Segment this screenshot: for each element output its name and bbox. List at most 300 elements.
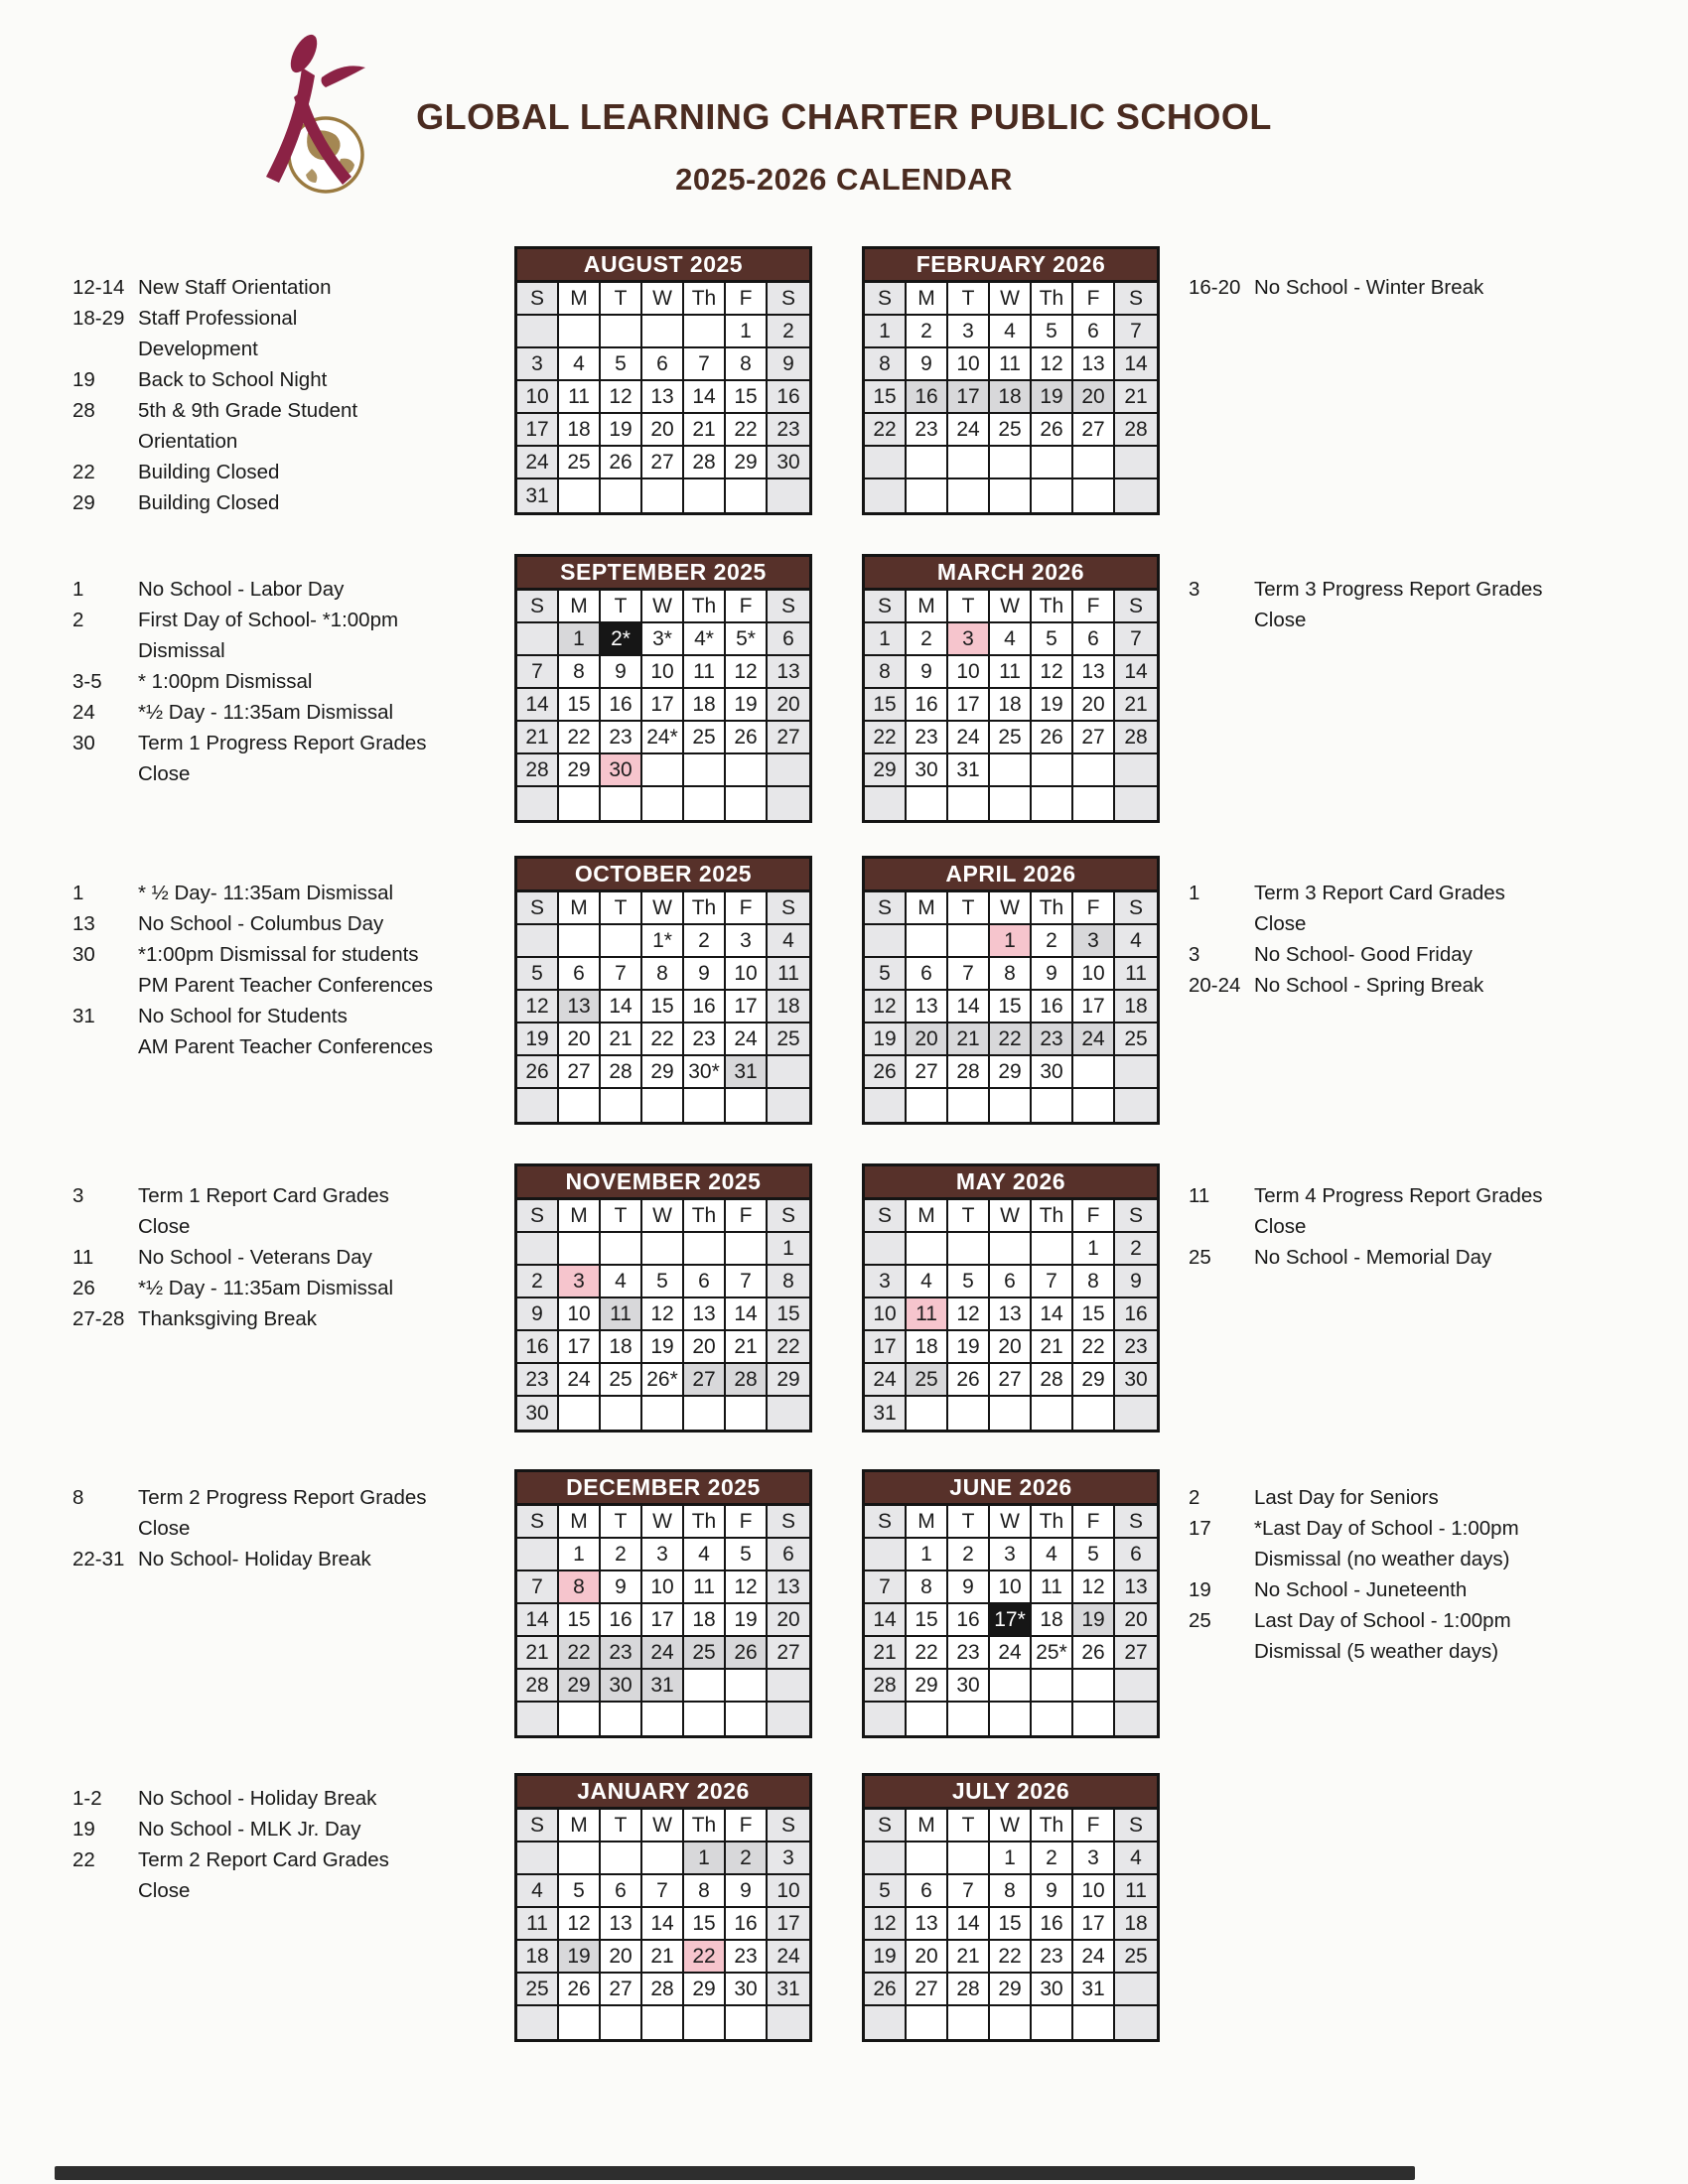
day-cell-26: 26 xyxy=(726,1637,768,1670)
day-cell-30: 30 xyxy=(517,1397,559,1430)
day-cell-11: 11 xyxy=(601,1298,642,1331)
note-text: Term 1 Progress Report Grades Close xyxy=(138,732,427,785)
note-dates: 1 xyxy=(72,882,84,904)
note-dates: 24 xyxy=(72,701,95,724)
day-cell-20: 20 xyxy=(684,1331,726,1364)
dow-cell: F xyxy=(726,1506,768,1539)
note-dates: 19 xyxy=(72,1818,95,1841)
day-cell-10: 10 xyxy=(642,1571,684,1604)
empty-cell xyxy=(948,2006,990,2039)
empty-cell xyxy=(684,1397,726,1430)
month-march-2026 xyxy=(862,554,1160,823)
day-cell-24: 24 xyxy=(948,414,990,447)
note-text: *1:00pm Dismissal for students PM Parent Teacher Conferences xyxy=(138,943,434,997)
day-cell-4: 4 xyxy=(1115,1843,1157,1875)
month-title: DECEMBER 2025 xyxy=(517,1472,809,1506)
empty-cell xyxy=(1032,1089,1073,1122)
day-cell-24: 24 xyxy=(948,722,990,754)
day-cell-28: 28 xyxy=(865,1670,907,1703)
day-cell-22: 22 xyxy=(865,722,907,754)
day-cell-11: 11 xyxy=(1115,1875,1157,1908)
note-text: Term 1 Report Card Grades Close xyxy=(138,1184,389,1238)
empty-cell xyxy=(726,479,768,512)
dow-cell: T xyxy=(948,1506,990,1539)
dow-cell: S xyxy=(517,892,559,925)
note-item xyxy=(72,395,499,457)
day-cell-24: 24 xyxy=(1073,1024,1115,1056)
day-cell-29: 29 xyxy=(907,1670,948,1703)
empty-cell xyxy=(907,925,948,958)
month-title: SEPTEMBER 2025 xyxy=(517,557,809,591)
month-day-grid xyxy=(865,283,1157,512)
dow-cell: S xyxy=(768,1200,809,1233)
day-cell-13: 13 xyxy=(1115,1571,1157,1604)
day-cell-4: 4 xyxy=(768,925,809,958)
day-cell-11: 11 xyxy=(768,958,809,991)
dow-cell: S xyxy=(517,1506,559,1539)
day-cell-30: 30 xyxy=(601,754,642,787)
empty-cell xyxy=(948,1089,990,1122)
day-cell-28: 28 xyxy=(517,754,559,787)
dow-cell: S xyxy=(517,283,559,316)
empty-cell xyxy=(559,925,601,958)
empty-cell xyxy=(768,1056,809,1089)
empty-cell xyxy=(601,1089,642,1122)
empty-cell xyxy=(601,2006,642,2039)
note-item xyxy=(72,666,499,697)
day-cell-29: 29 xyxy=(559,1670,601,1703)
day-cell-10: 10 xyxy=(726,958,768,991)
empty-cell xyxy=(865,447,907,479)
day-cell-17: 17 xyxy=(517,414,559,447)
dow-cell: T xyxy=(601,591,642,623)
day-cell-26: 26 xyxy=(726,722,768,754)
day-cell-23: 23 xyxy=(1032,1024,1073,1056)
dow-cell: M xyxy=(907,591,948,623)
dow-cell: F xyxy=(726,283,768,316)
notes-october-2025 xyxy=(72,878,499,1062)
note-text: New Staff Orientation xyxy=(138,276,332,299)
day-cell-29: 29 xyxy=(768,1364,809,1397)
note-text: No School - MLK Jr. Day xyxy=(138,1818,361,1841)
dow-cell: M xyxy=(907,892,948,925)
empty-cell xyxy=(1032,447,1073,479)
dow-cell: W xyxy=(642,591,684,623)
empty-cell xyxy=(601,316,642,348)
day-cell-23: 23 xyxy=(684,1024,726,1056)
day-cell-25: 25 xyxy=(1115,1024,1157,1056)
empty-cell xyxy=(1073,1089,1115,1122)
day-cell-21: 21 xyxy=(684,414,726,447)
day-cell-5: 5 xyxy=(517,958,559,991)
note-item xyxy=(72,1814,499,1844)
day-cell-13: 13 xyxy=(768,1571,809,1604)
month-title: NOVEMBER 2025 xyxy=(517,1166,809,1200)
day-cell-2: 2 xyxy=(768,316,809,348)
empty-cell xyxy=(642,787,684,820)
day-cell-17: 17 xyxy=(1073,1908,1115,1941)
note-item xyxy=(1189,1242,1616,1273)
empty-cell xyxy=(726,1703,768,1735)
note-text: Staff Professional Development xyxy=(138,307,298,360)
day-cell-22: 22 xyxy=(559,722,601,754)
day-cell-23: 23 xyxy=(907,722,948,754)
day-cell-2: 2 xyxy=(907,316,948,348)
day-cell-20: 20 xyxy=(768,1604,809,1637)
day-cell-25: 25 xyxy=(559,447,601,479)
day-cell-12: 12 xyxy=(601,381,642,414)
empty-cell xyxy=(642,1233,684,1266)
empty-cell xyxy=(726,2006,768,2039)
note-item xyxy=(72,1242,499,1273)
day-cell-12: 12 xyxy=(1032,656,1073,689)
day-cell-2: 2 xyxy=(517,1266,559,1298)
empty-cell xyxy=(948,1703,990,1735)
dow-cell: T xyxy=(601,1200,642,1233)
day-cell-3: 3 xyxy=(1073,925,1115,958)
empty-cell xyxy=(601,925,642,958)
day-cell-23: 23 xyxy=(768,414,809,447)
empty-cell xyxy=(559,1233,601,1266)
empty-cell xyxy=(1115,787,1157,820)
note-item xyxy=(72,1544,499,1574)
note-text: Term 4 Progress Report Grades Close xyxy=(1254,1184,1543,1238)
day-cell-12: 12 xyxy=(726,656,768,689)
day-cell-14: 14 xyxy=(601,991,642,1024)
day-cell-2star: 2* xyxy=(601,623,642,656)
day-cell-5: 5 xyxy=(865,1875,907,1908)
day-cell-25: 25 xyxy=(990,414,1032,447)
day-cell-27: 27 xyxy=(642,447,684,479)
note-text: No School - Labor Day xyxy=(138,578,345,601)
empty-cell xyxy=(642,1397,684,1430)
empty-cell xyxy=(1115,1397,1157,1430)
dow-cell: F xyxy=(1073,283,1115,316)
empty-cell xyxy=(517,2006,559,2039)
day-cell-8: 8 xyxy=(768,1266,809,1298)
day-cell-24: 24 xyxy=(517,447,559,479)
empty-cell xyxy=(865,1089,907,1122)
month-day-grid xyxy=(517,591,809,820)
note-dates: 1 xyxy=(72,578,84,601)
day-cell-9: 9 xyxy=(1032,1875,1073,1908)
day-cell-27: 27 xyxy=(684,1364,726,1397)
day-cell-28: 28 xyxy=(684,447,726,479)
dow-cell: S xyxy=(1115,1200,1157,1233)
empty-cell xyxy=(990,2006,1032,2039)
day-cell-19: 19 xyxy=(1032,381,1073,414)
dow-cell: Th xyxy=(684,591,726,623)
day-cell-10: 10 xyxy=(865,1298,907,1331)
day-cell-19: 19 xyxy=(726,1604,768,1637)
day-cell-8: 8 xyxy=(907,1571,948,1604)
dow-cell: Th xyxy=(1032,591,1073,623)
note-text: No School- Holiday Break xyxy=(138,1548,371,1570)
dow-cell: T xyxy=(948,591,990,623)
day-cell-7: 7 xyxy=(1115,623,1157,656)
day-cell-17: 17 xyxy=(865,1331,907,1364)
empty-cell xyxy=(990,1397,1032,1430)
empty-cell xyxy=(1073,479,1115,512)
dow-cell: W xyxy=(990,591,1032,623)
day-cell-24: 24 xyxy=(768,1941,809,1974)
day-cell-24: 24 xyxy=(642,1637,684,1670)
day-cell-28: 28 xyxy=(642,1974,684,2006)
note-text: * 1:00pm Dismissal xyxy=(138,670,313,693)
note-item xyxy=(72,605,499,666)
day-cell-18: 18 xyxy=(601,1331,642,1364)
day-cell-3: 3 xyxy=(726,925,768,958)
note-dates: 3 xyxy=(1189,943,1200,966)
empty-cell xyxy=(684,479,726,512)
empty-cell xyxy=(726,1397,768,1430)
empty-cell xyxy=(517,1843,559,1875)
note-dates: 1-2 xyxy=(72,1787,102,1810)
dow-cell: W xyxy=(642,1810,684,1843)
day-cell-21: 21 xyxy=(865,1637,907,1670)
day-cell-7: 7 xyxy=(948,1875,990,1908)
dow-cell: M xyxy=(907,1506,948,1539)
day-cell-19: 19 xyxy=(642,1331,684,1364)
day-cell-3: 3 xyxy=(559,1266,601,1298)
empty-cell xyxy=(517,316,559,348)
empty-cell xyxy=(684,1089,726,1122)
day-cell-15: 15 xyxy=(990,1908,1032,1941)
empty-cell xyxy=(907,447,948,479)
note-text: No School for Students AM Parent Teacher Conferences xyxy=(138,1005,434,1058)
day-cell-16: 16 xyxy=(1032,1908,1073,1941)
day-cell-16: 16 xyxy=(601,1604,642,1637)
day-cell-27: 27 xyxy=(1073,722,1115,754)
day-cell-18: 18 xyxy=(1115,991,1157,1024)
dow-cell: W xyxy=(990,1506,1032,1539)
day-cell-26star: 26* xyxy=(642,1364,684,1397)
day-cell-17: 17 xyxy=(642,689,684,722)
day-cell-3: 3 xyxy=(865,1266,907,1298)
dow-cell: W xyxy=(990,1810,1032,1843)
day-cell-30star: 30* xyxy=(684,1056,726,1089)
note-item xyxy=(72,939,499,1001)
day-cell-26: 26 xyxy=(865,1974,907,2006)
day-cell-12: 12 xyxy=(517,991,559,1024)
day-cell-16: 16 xyxy=(768,381,809,414)
day-cell-22: 22 xyxy=(907,1637,948,1670)
day-cell-5: 5 xyxy=(559,1875,601,1908)
day-cell-3: 3 xyxy=(642,1539,684,1571)
dow-cell: S xyxy=(865,892,907,925)
note-dates: 26 xyxy=(72,1277,95,1299)
note-dates: 28 xyxy=(72,399,95,422)
day-cell-23: 23 xyxy=(948,1637,990,1670)
day-cell-12: 12 xyxy=(642,1298,684,1331)
dow-cell: F xyxy=(726,1200,768,1233)
day-cell-5: 5 xyxy=(948,1266,990,1298)
day-cell-7: 7 xyxy=(726,1266,768,1298)
day-cell-16: 16 xyxy=(726,1908,768,1941)
day-cell-26: 26 xyxy=(517,1056,559,1089)
day-cell-26: 26 xyxy=(1073,1637,1115,1670)
dow-cell: S xyxy=(768,283,809,316)
day-cell-27: 27 xyxy=(907,1056,948,1089)
dow-cell: M xyxy=(559,1506,601,1539)
day-cell-13: 13 xyxy=(601,1908,642,1941)
day-cell-10: 10 xyxy=(948,348,990,381)
day-cell-19: 19 xyxy=(1073,1604,1115,1637)
month-day-grid xyxy=(517,892,809,1122)
day-cell-25: 25 xyxy=(990,722,1032,754)
day-cell-11: 11 xyxy=(990,348,1032,381)
dow-cell: W xyxy=(642,1506,684,1539)
note-text: 5th & 9th Grade Student Orientation xyxy=(138,399,358,453)
day-cell-15: 15 xyxy=(559,1604,601,1637)
empty-cell xyxy=(642,1843,684,1875)
note-item xyxy=(72,457,499,487)
page-subtitle: 2025-2026 CALENDAR xyxy=(675,162,1013,197)
empty-cell xyxy=(907,1233,948,1266)
note-dates: 31 xyxy=(72,1005,95,1027)
notes-november-2025 xyxy=(72,1180,499,1334)
day-cell-15: 15 xyxy=(768,1298,809,1331)
day-cell-23: 23 xyxy=(601,1637,642,1670)
day-cell-14: 14 xyxy=(726,1298,768,1331)
day-cell-30: 30 xyxy=(948,1670,990,1703)
note-text: No School - Spring Break xyxy=(1254,974,1484,997)
note-item xyxy=(72,697,499,728)
note-dates: 3 xyxy=(1189,578,1200,601)
note-text: Term 3 Progress Report Grades Close xyxy=(1254,578,1543,631)
dow-cell: M xyxy=(559,1810,601,1843)
empty-cell xyxy=(948,1397,990,1430)
note-text: No School- Good Friday xyxy=(1254,943,1473,966)
dow-cell: M xyxy=(559,1200,601,1233)
day-cell-11: 11 xyxy=(990,656,1032,689)
day-cell-1: 1 xyxy=(990,1843,1032,1875)
day-cell-10: 10 xyxy=(1073,1875,1115,1908)
day-cell-22: 22 xyxy=(768,1331,809,1364)
day-cell-5star: 5* xyxy=(726,623,768,656)
day-cell-20: 20 xyxy=(1073,381,1115,414)
month-day-grid xyxy=(865,1810,1157,2039)
day-cell-13: 13 xyxy=(768,656,809,689)
note-item xyxy=(72,574,499,605)
day-cell-17star: 17* xyxy=(990,1604,1032,1637)
empty-cell xyxy=(559,316,601,348)
empty-cell xyxy=(1073,1703,1115,1735)
day-cell-25: 25 xyxy=(601,1364,642,1397)
day-cell-31: 31 xyxy=(517,479,559,512)
empty-cell xyxy=(1115,1974,1157,2006)
empty-cell xyxy=(642,479,684,512)
empty-cell xyxy=(948,1843,990,1875)
empty-cell xyxy=(865,479,907,512)
dow-cell: S xyxy=(768,1810,809,1843)
empty-cell xyxy=(1073,787,1115,820)
note-dates: 3-5 xyxy=(72,670,102,693)
day-cell-16: 16 xyxy=(517,1331,559,1364)
month-june-2026 xyxy=(862,1469,1160,1738)
day-cell-14: 14 xyxy=(517,689,559,722)
dow-cell: W xyxy=(642,283,684,316)
day-cell-11: 11 xyxy=(517,1908,559,1941)
day-cell-22: 22 xyxy=(865,414,907,447)
day-cell-19: 19 xyxy=(601,414,642,447)
dow-cell: W xyxy=(642,1200,684,1233)
empty-cell xyxy=(1073,1056,1115,1089)
day-cell-23: 23 xyxy=(907,414,948,447)
note-item xyxy=(72,1783,499,1814)
day-cell-10: 10 xyxy=(517,381,559,414)
day-cell-11: 11 xyxy=(684,1571,726,1604)
note-dates: 8 xyxy=(72,1486,84,1509)
empty-cell xyxy=(1032,754,1073,787)
day-cell-12: 12 xyxy=(1032,348,1073,381)
empty-cell xyxy=(517,1539,559,1571)
empty-cell xyxy=(684,2006,726,2039)
empty-cell xyxy=(865,925,907,958)
day-cell-29: 29 xyxy=(990,1974,1032,2006)
day-cell-19: 19 xyxy=(865,1941,907,1974)
note-text: Last Day for Seniors xyxy=(1254,1486,1439,1509)
day-cell-10: 10 xyxy=(990,1571,1032,1604)
day-cell-13: 13 xyxy=(907,991,948,1024)
day-cell-8: 8 xyxy=(865,348,907,381)
note-dates: 22 xyxy=(72,1848,95,1871)
empty-cell xyxy=(865,1539,907,1571)
empty-cell xyxy=(517,1233,559,1266)
day-cell-6: 6 xyxy=(559,958,601,991)
empty-cell xyxy=(865,1233,907,1266)
day-cell-27: 27 xyxy=(559,1056,601,1089)
dow-cell: M xyxy=(907,1200,948,1233)
day-cell-27: 27 xyxy=(1073,414,1115,447)
empty-cell xyxy=(684,1670,726,1703)
day-cell-21: 21 xyxy=(1115,689,1157,722)
day-cell-19: 19 xyxy=(948,1331,990,1364)
day-cell-4: 4 xyxy=(559,348,601,381)
day-cell-21: 21 xyxy=(948,1024,990,1056)
day-cell-8: 8 xyxy=(684,1875,726,1908)
day-cell-17: 17 xyxy=(948,689,990,722)
day-cell-31: 31 xyxy=(1073,1974,1115,2006)
day-cell-11: 11 xyxy=(1115,958,1157,991)
month-title: JULY 2026 xyxy=(865,1776,1157,1810)
day-cell-8: 8 xyxy=(726,348,768,381)
day-cell-22: 22 xyxy=(1073,1331,1115,1364)
day-cell-8: 8 xyxy=(559,656,601,689)
day-cell-15: 15 xyxy=(1073,1298,1115,1331)
dow-cell: W xyxy=(990,283,1032,316)
day-cell-23: 23 xyxy=(517,1364,559,1397)
empty-cell xyxy=(907,1843,948,1875)
day-cell-21: 21 xyxy=(517,1637,559,1670)
day-cell-9: 9 xyxy=(768,348,809,381)
empty-cell xyxy=(684,754,726,787)
note-item xyxy=(72,1303,499,1334)
day-cell-13: 13 xyxy=(990,1298,1032,1331)
day-cell-15: 15 xyxy=(907,1604,948,1637)
day-cell-13: 13 xyxy=(642,381,684,414)
day-cell-14: 14 xyxy=(1115,656,1157,689)
dow-cell: F xyxy=(726,591,768,623)
dow-cell: T xyxy=(948,283,990,316)
notes-february-2026 xyxy=(1189,272,1616,303)
note-text: Thanksgiving Break xyxy=(138,1307,318,1330)
empty-cell xyxy=(1073,1670,1115,1703)
empty-cell xyxy=(1032,2006,1073,2039)
day-cell-26: 26 xyxy=(601,447,642,479)
day-cell-26: 26 xyxy=(559,1974,601,2006)
empty-cell xyxy=(990,1089,1032,1122)
